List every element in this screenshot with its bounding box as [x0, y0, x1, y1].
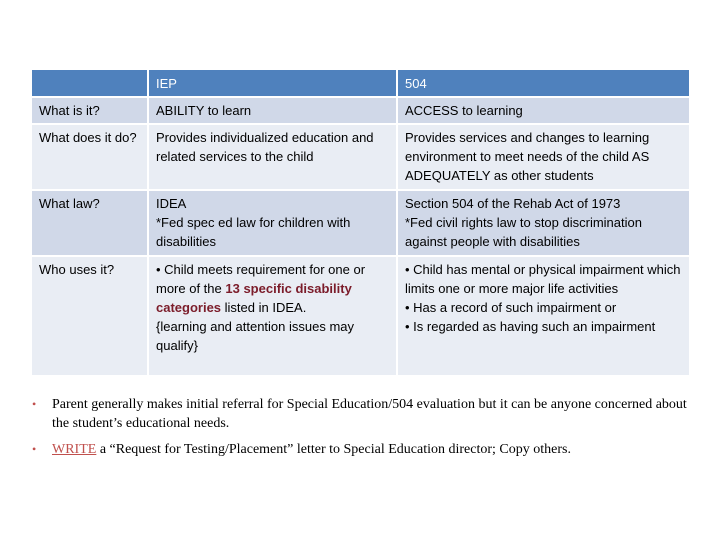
504-cell	[397, 256, 690, 376]
bullet-icon: •	[32, 397, 37, 411]
note-write-request	[32, 440, 704, 459]
table-header-row	[31, 69, 690, 97]
504-who-item: • Child has mental or physical impairment which limits one or more major life activities	[405, 262, 681, 296]
504-text: ACCESS to learning	[405, 103, 523, 118]
504-who-item: • Has a record of such impairment or	[405, 300, 617, 315]
row-label: Who uses it?	[31, 256, 148, 376]
iep-text: Provides individualized education and related services to the child	[156, 130, 374, 164]
row-label: What is it?	[31, 97, 148, 124]
iep-cell	[148, 97, 397, 124]
disability-categories-highlight: 13 specific disability categories	[156, 281, 352, 315]
row-label: What law?	[31, 190, 148, 256]
504-who-item: • Is regarded as having such an impairment	[405, 319, 656, 334]
504-text: Provides services and changes to learning environment to meet needs of the child AS ADEQUATELY as other students	[405, 130, 650, 183]
504-law-name: Section 504 of the Rehab Act of 1973	[405, 196, 621, 211]
iep-cell	[148, 256, 397, 376]
iep-cell	[148, 190, 397, 256]
504-cell	[397, 190, 690, 256]
note-referral-text: Parent generally makes initial referral for Special Education/504 evaluation but it can be anyone concerned about the student’s educational needs.	[52, 397, 687, 431]
iep-who-text	[156, 260, 389, 317]
comparison-table	[30, 68, 691, 377]
504-cell	[397, 124, 690, 190]
notes-list	[32, 395, 704, 466]
table-row	[31, 190, 690, 256]
iep-who-post: listed in IDEA.	[221, 300, 307, 315]
row-label: What does it do?	[31, 124, 148, 190]
iep-text: ABILITY to learn	[156, 103, 252, 118]
note-referral	[32, 395, 704, 433]
table-row	[31, 97, 690, 124]
table-row	[31, 256, 690, 376]
iep-who-note: {learning and attention issues may qualify}	[156, 319, 355, 353]
iep-who-pre: • Child meets requirement for one or more of the	[156, 262, 366, 296]
header-cell-504: 504	[397, 69, 690, 97]
iep-law-desc: *Fed spec ed law for children with disabilities	[156, 215, 351, 249]
iep-law-name: IDEA	[156, 196, 187, 211]
iep-cell	[148, 124, 397, 190]
header-cell-blank	[31, 69, 148, 97]
header-cell-iep: IEP	[148, 69, 397, 97]
504-law-desc: *Fed civil rights law to stop discrimination against people with disabilities	[405, 215, 642, 249]
write-link[interactable]: WRITE	[52, 442, 97, 457]
table-row	[31, 124, 690, 190]
note-write-text: a “Request for Testing/Placement” letter to Special Education director; Copy others.	[96, 442, 571, 457]
504-cell	[397, 97, 690, 124]
bullet-icon: •	[32, 442, 37, 456]
